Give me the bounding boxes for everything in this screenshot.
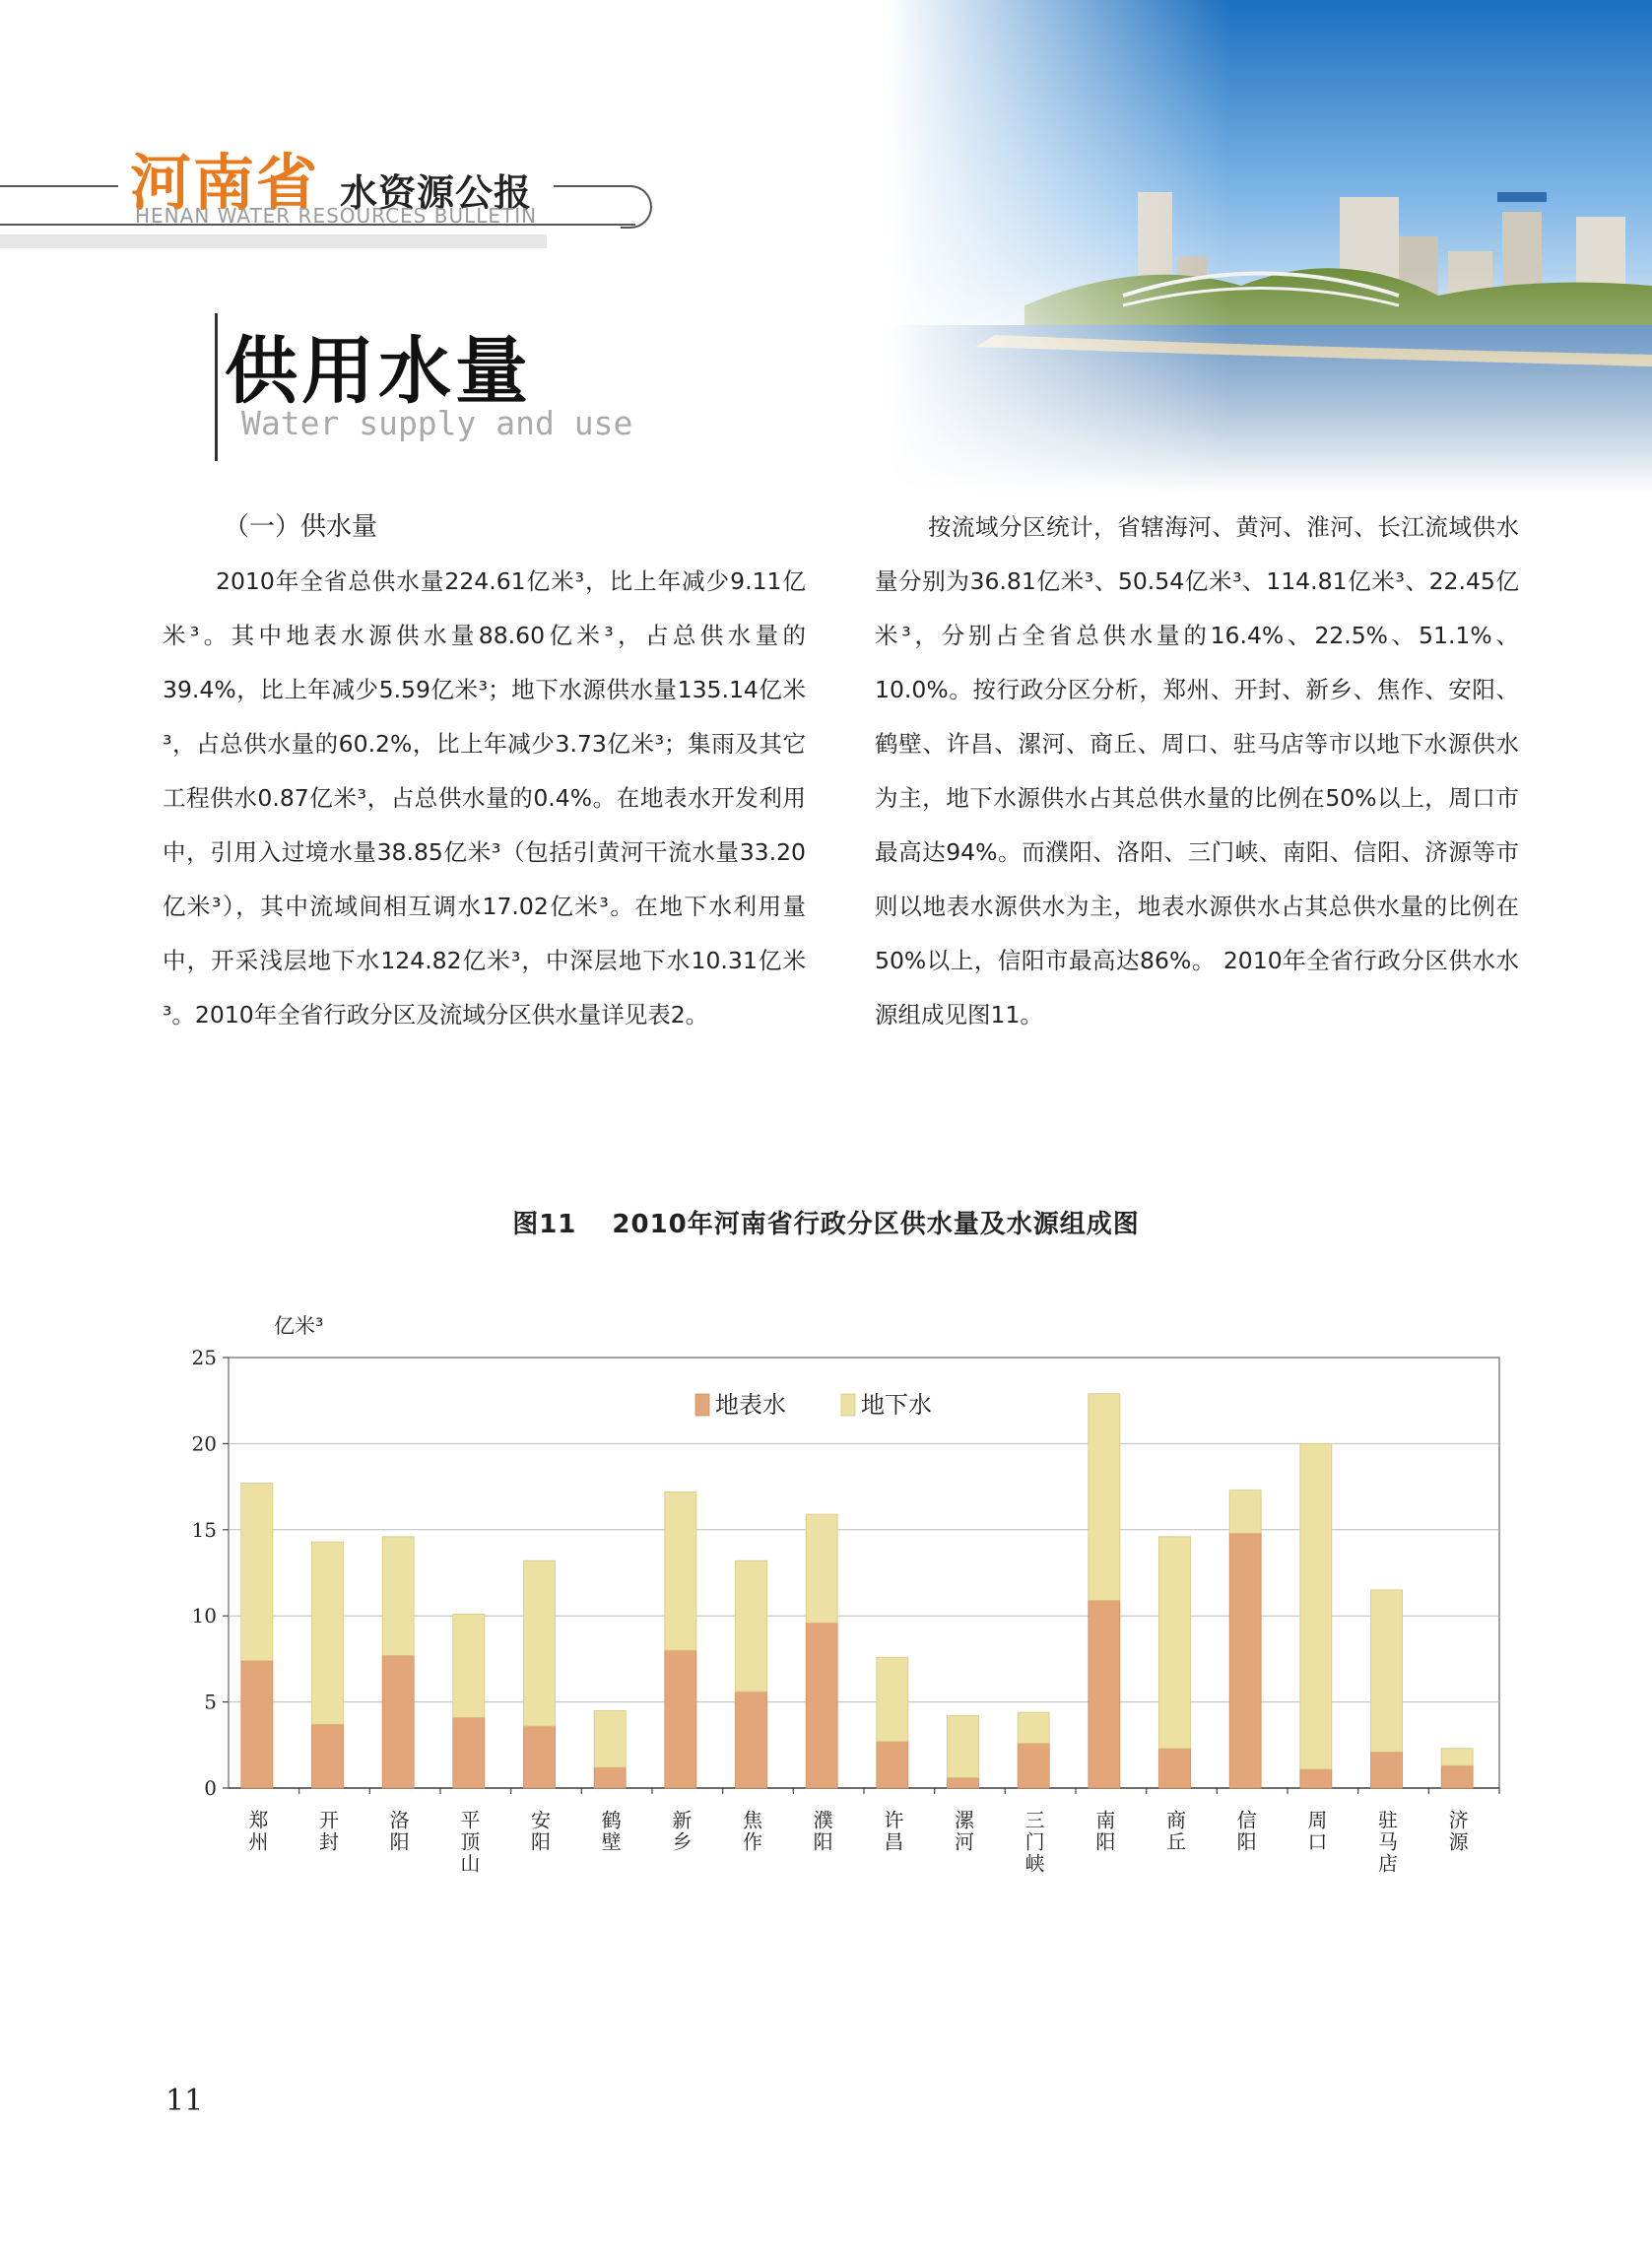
bar-surface-water: [524, 1726, 556, 1788]
x-category-label: 驻马店: [1374, 1810, 1399, 1875]
x-category-label: 南阳: [1091, 1810, 1116, 1853]
bar-surface-water: [877, 1742, 908, 1788]
x-category-label: 鹤壁: [598, 1810, 623, 1853]
bar-surface-water: [1371, 1752, 1403, 1788]
bar-surface-water: [736, 1692, 767, 1788]
y-tick-label: 20: [191, 1431, 217, 1456]
y-tick-label: 15: [191, 1517, 217, 1542]
legend-swatch: [841, 1394, 855, 1416]
paragraph: 2010年全省总供水量224.61亿米³，比上年减少9.11亿米³。其中地表水源供水量88.60亿米³，占总供水量的39.4%，比上年减少5.59亿米³；地下水源供水量135.14亿米³，占总供水量的60.2%，比上年减少3.73亿米³；集雨及其它工程供水0.87亿米³，占总供水量的0.4%。在地表水开发利用中，引用入过境水量38.85亿米³（包括引黄河干流水量33.20亿米³），其中流域间相互调水17.02亿米³。在地下水利用量中，开采浅层地下水124.82亿米³，中深层地下水10.31亿米³。2010年全省行政分区及流域分区供水量详见表2。: [163, 567, 806, 1029]
y-axis-unit-label: 亿米³: [274, 1314, 324, 1338]
x-category-label: 信阳: [1233, 1810, 1258, 1853]
bar-surface-water: [594, 1767, 626, 1788]
bar-surface-water: [665, 1650, 696, 1788]
brand-province-name: 河南省: [130, 147, 320, 219]
x-category-label: 新乡: [668, 1810, 693, 1853]
x-category-label: 安阳: [527, 1810, 552, 1853]
bar-surface-water: [312, 1724, 344, 1788]
brand-bulletin-name: 水资源公报: [340, 170, 533, 215]
bar-ground-water: [877, 1657, 908, 1742]
x-category-label: 濮阳: [810, 1810, 834, 1853]
section-subtitle: Water supply and use: [241, 404, 633, 442]
figure-number: 图11: [512, 1210, 577, 1239]
bar-ground-water: [1159, 1537, 1191, 1749]
bar-surface-water: [241, 1661, 273, 1788]
bar-ground-water: [1018, 1712, 1049, 1743]
x-category-label: 商丘: [1162, 1810, 1187, 1853]
bar-ground-water: [382, 1537, 414, 1656]
y-tick-label: 5: [204, 1690, 217, 1714]
brand-english-name: HENAN WATER RESOURCES BULLETIN: [135, 204, 538, 228]
x-category-label: 洛阳: [386, 1810, 411, 1853]
bar-surface-water: [948, 1778, 979, 1788]
bar-surface-water: [806, 1623, 837, 1788]
page-number: 11: [165, 2084, 204, 2118]
x-category-label: 周口: [1303, 1810, 1328, 1853]
bar-ground-water: [665, 1492, 696, 1650]
bar-ground-water: [241, 1484, 273, 1661]
bar-ground-water: [594, 1710, 626, 1767]
y-tick-label: 10: [191, 1604, 217, 1628]
bar-ground-water: [948, 1716, 979, 1778]
paragraph: 按流域分区统计，省辖海河、黄河、淮河、长江流域供水量分别为36.81亿米³、50.54亿米³、114.81亿米³、22.45亿米³，分别占全省总供水量的16.4%、22.5%、51.1%、10.0%。按行政分区分析，郑州、开封、新乡、焦作、安阳、鹤壁、许昌、漯河、商丘、周口、驻马店等市以地下水源供水为主，地下水源供水占其总供水量的比例在50%以上，周口市最高达94%。而濮阳、洛阳、三门峡、南阳、信阳、济源等市则以地表水源供水为主，地表水源供水占其总供水量的比例在50%以上，信阳市最高达86%。 2010年全省行政分区供水水源组成见图11。: [875, 513, 1519, 1029]
x-category-label: 郑州: [244, 1810, 269, 1853]
bar-surface-water: [1441, 1765, 1473, 1788]
bar-ground-water: [1089, 1394, 1120, 1601]
x-category-label: 焦作: [739, 1810, 763, 1853]
x-category-label: 漯河: [951, 1810, 975, 1853]
bar-surface-water: [1089, 1600, 1120, 1788]
x-category-label: 许昌: [880, 1810, 904, 1853]
bar-ground-water: [1300, 1443, 1332, 1768]
bar-ground-water: [312, 1542, 344, 1724]
x-category-label: 济源: [1445, 1810, 1470, 1853]
bar-ground-water: [524, 1560, 556, 1726]
bar-surface-water: [382, 1655, 414, 1788]
bar-surface-water: [1229, 1533, 1261, 1788]
bar-ground-water: [1371, 1590, 1403, 1752]
bar-surface-water: [1018, 1744, 1049, 1788]
bar-surface-water: [1159, 1749, 1191, 1788]
bar-ground-water: [806, 1514, 837, 1623]
subsection-heading: （一）供水量: [224, 512, 378, 542]
figure-title: 2010年河南省行政分区供水量及水源组成图: [612, 1210, 1140, 1239]
y-tick-label: 0: [204, 1776, 217, 1800]
bar-ground-water: [453, 1614, 485, 1717]
legend-label: 地下水: [861, 1391, 932, 1419]
bar-surface-water: [453, 1717, 485, 1788]
bar-surface-water: [1300, 1769, 1332, 1788]
y-tick-label: 25: [191, 1346, 217, 1369]
x-category-label: 开封: [315, 1810, 340, 1853]
legend-swatch: [695, 1394, 709, 1416]
bar-ground-water: [1229, 1491, 1261, 1534]
x-category-label: 平顶山: [456, 1810, 481, 1875]
section-title: 供用水量: [225, 329, 532, 414]
legend-label: 地表水: [715, 1391, 786, 1419]
x-category-label: 三门峡: [1022, 1810, 1046, 1875]
bar-ground-water: [1441, 1749, 1473, 1765]
bar-ground-water: [736, 1560, 767, 1692]
